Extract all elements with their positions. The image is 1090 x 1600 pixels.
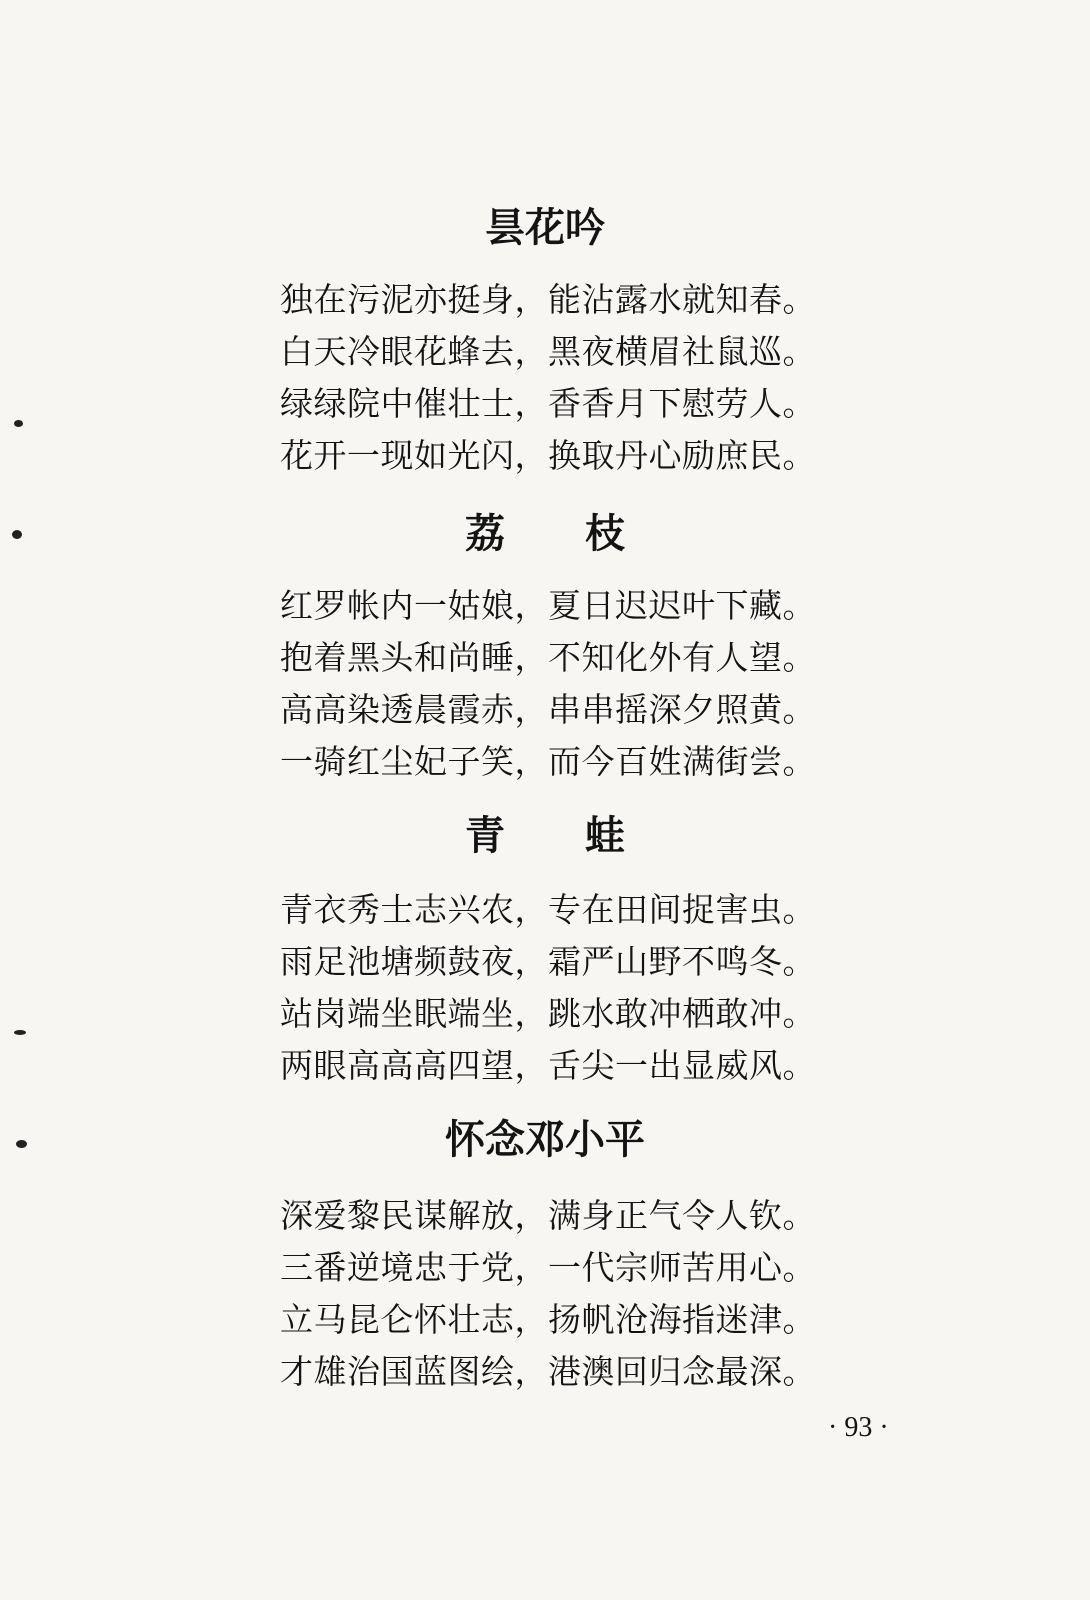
verse-line: 抱着黑头和尚睡，不知化外有人望。 xyxy=(280,638,816,677)
verse-line: 红罗帐内一姑娘，夏日迟迟叶下藏。 xyxy=(280,586,816,625)
verse-line: 深爱黎民谋解放，满身正气令人钦。 xyxy=(280,1196,816,1235)
scan-speck xyxy=(12,530,22,539)
verse-line: 青衣秀士志兴农，专在田间捉害虫。 xyxy=(280,890,816,929)
verse-line: 绿绿院中催壮士，香香月下慰劳人。 xyxy=(280,384,816,423)
page-number: · 93 · xyxy=(828,1412,889,1443)
verse-line: 一骑红尘妃子笑，而今百姓满街尝。 xyxy=(280,742,816,781)
poem-title-2: 荔 枝 xyxy=(465,510,625,557)
verse-line: 白天冷眼花蜂去，黑夜横眉社鼠巡。 xyxy=(280,332,816,371)
poem-body-1 xyxy=(280,274,860,482)
verse-line: 高高染透晨霞赤，串串摇深夕照黄。 xyxy=(280,690,816,729)
poem-title-3: 青 蛙 xyxy=(465,812,625,859)
verse-line: 三番逆境忠于党，一代宗师苦用心。 xyxy=(280,1248,816,1287)
poem-body-3 xyxy=(280,884,860,1092)
verse-line: 独在污泥亦挺身，能沾露水就知春。 xyxy=(280,280,816,319)
verse-line: 花开一现如光闪，换取丹心励庶民。 xyxy=(280,436,816,475)
verse-line: 雨足池塘频鼓夜，霜严山野不鸣冬。 xyxy=(280,942,816,981)
poem-title-4: 怀念邓小平 xyxy=(445,1116,645,1163)
verse-line: 立马昆仑怀壮志，扬帆沧海指迷津。 xyxy=(280,1300,816,1339)
poem-body-4 xyxy=(280,1190,860,1398)
scan-speck xyxy=(16,1140,27,1148)
verse-line: 才雄治国蓝图绘，港澳回归念最深。 xyxy=(280,1352,816,1391)
poem-title-1: 昙花吟 xyxy=(485,204,605,251)
scan-speck xyxy=(14,420,23,427)
poem-body-2 xyxy=(280,580,860,788)
verse-line: 两眼高高高四望，舌尖一出显威风。 xyxy=(280,1046,816,1085)
verse-line: 站岗端坐眠端坐，跳水敢冲栖敢冲。 xyxy=(280,994,816,1033)
scan-speck xyxy=(14,1030,26,1035)
